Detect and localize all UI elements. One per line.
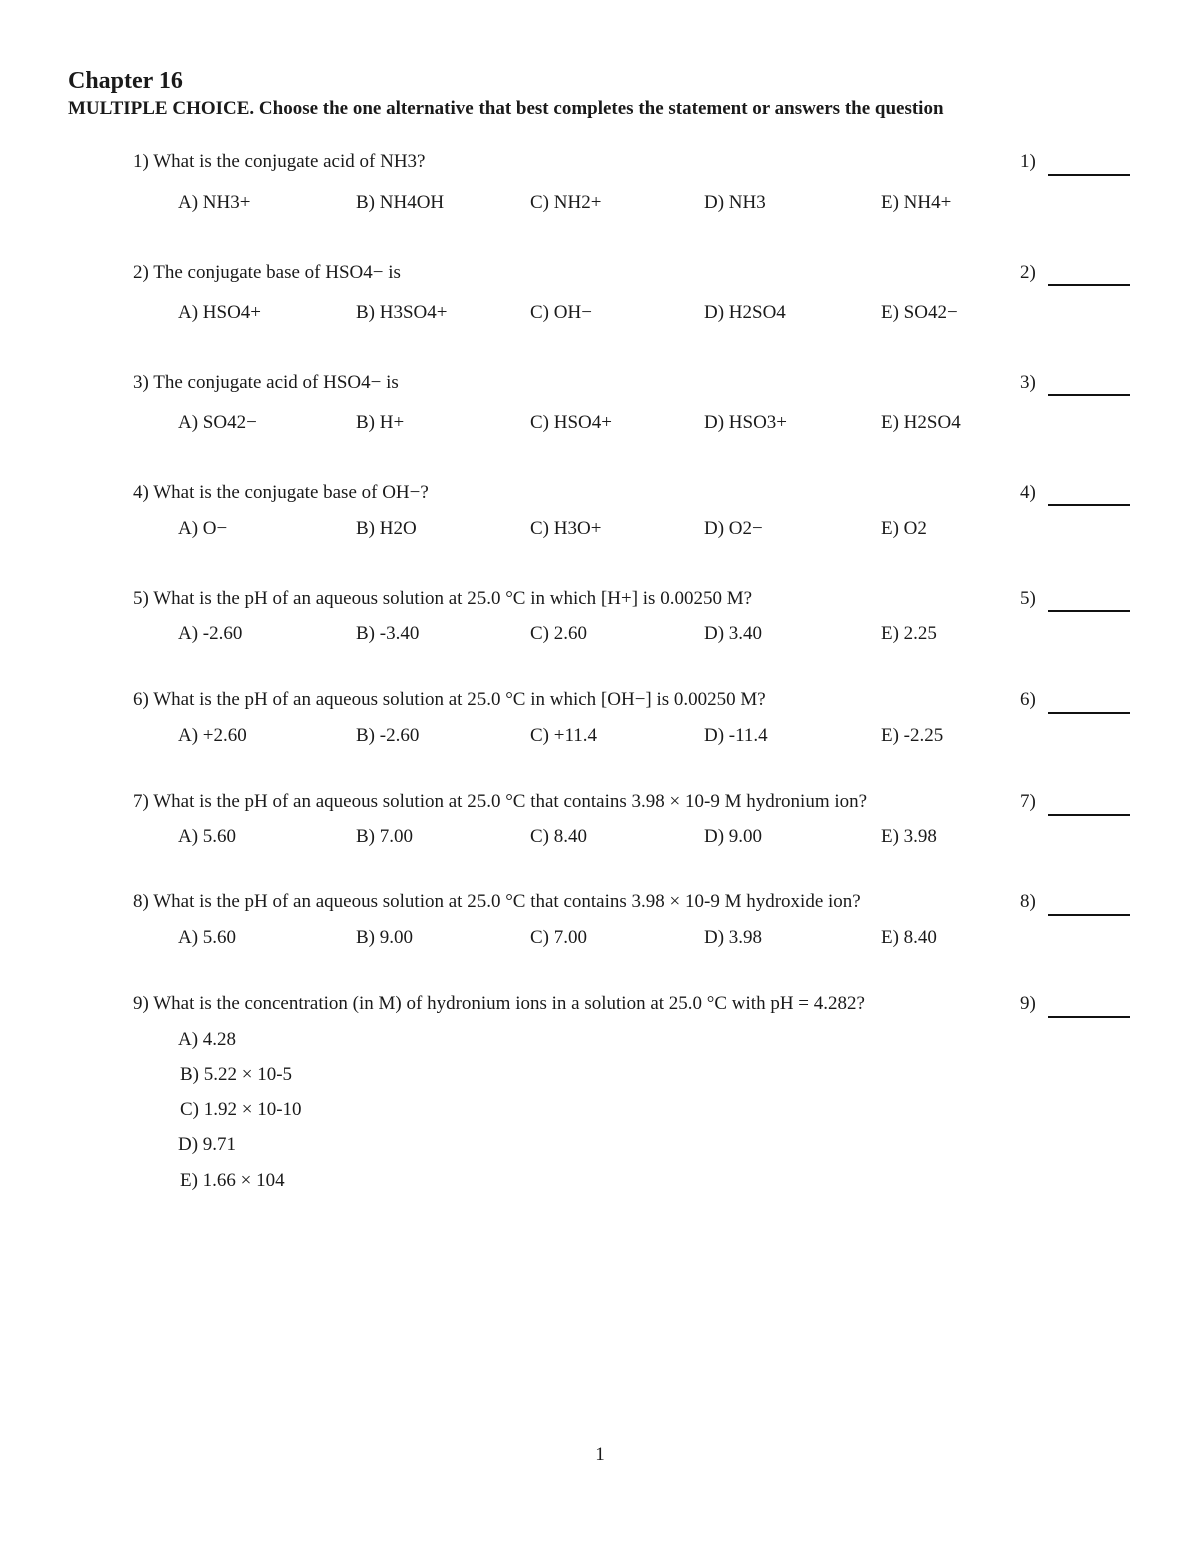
question-5-text: 5) What is the pH of an aqueous solution at 25.0 °C in which [H+] is 0.00250 M? (133, 588, 753, 609)
question-4-text: 4) What is the conjugate base of OH−? (133, 482, 429, 503)
choice-3b: B) H+ (356, 412, 405, 433)
choice-3e: E) H2SO4 (881, 412, 961, 433)
choice-5e: E) 2.25 (881, 623, 937, 644)
choice-6e: E) -2.25 (881, 725, 944, 746)
choice-9a: A) 4.28 (178, 1029, 237, 1050)
choice-4d: D) O2− (704, 518, 763, 539)
answer-blank-2[interactable] (1048, 284, 1130, 286)
answer-blank-4[interactable] (1048, 504, 1130, 506)
choice-6d: D) -11.4 (704, 725, 768, 746)
choice-2d: D) H2SO4 (704, 302, 786, 323)
answer-blank-1[interactable] (1048, 174, 1130, 176)
answer-label-2: 2) (1020, 262, 1036, 283)
chapter-title: Chapter 16 (68, 68, 183, 94)
answer-blank-5[interactable] (1048, 610, 1130, 612)
answer-label-1: 1) (1020, 151, 1036, 172)
choice-1c: C) NH2+ (530, 192, 602, 213)
question-9-text: 9) What is the concentration (in M) of hydronium ions in a solution at 25.0 °C with pH = 4.282? (133, 993, 865, 1014)
answer-label-3: 3) (1020, 372, 1036, 393)
choice-3d: D) HSO3+ (704, 412, 788, 433)
choice-1a: A) NH3+ (178, 192, 251, 213)
answer-label-4: 4) (1020, 482, 1036, 503)
choice-5a: A) -2.60 (178, 623, 243, 644)
question-6-text: 6) What is the pH of an aqueous solution at 25.0 °C in which [OH−] is 0.00250 M? (133, 689, 766, 710)
choice-4a: A) O− (178, 518, 228, 539)
choice-4e: E) O2 (881, 518, 927, 539)
choice-4c: C) H3O+ (530, 518, 602, 539)
answer-blank-6[interactable] (1048, 712, 1130, 714)
answer-label-8: 8) (1020, 891, 1036, 912)
choice-9d: D) 9.71 (178, 1134, 237, 1155)
choice-7c: C) 8.40 (530, 826, 587, 847)
choice-8e: E) 8.40 (881, 927, 937, 948)
choice-7b: B) 7.00 (356, 826, 413, 847)
choice-7d: D) 9.00 (704, 826, 763, 847)
choice-2a: A) HSO4+ (178, 302, 262, 323)
answer-label-7: 7) (1020, 791, 1036, 812)
choice-8d: D) 3.98 (704, 927, 763, 948)
choice-8a: A) 5.60 (178, 927, 237, 948)
choice-6c: C) +11.4 (530, 725, 598, 746)
choice-8b: B) 9.00 (356, 927, 413, 948)
choice-1b: B) NH4OH (356, 192, 445, 213)
question-3-text: 3) The conjugate acid of HSO4− is (133, 372, 399, 393)
choice-9c: C) 1.92 × 10-10 (180, 1099, 302, 1120)
choice-8c: C) 7.00 (530, 927, 587, 948)
answer-blank-8[interactable] (1048, 914, 1130, 916)
choice-3a: A) SO42− (178, 412, 257, 433)
question-2-text: 2) The conjugate base of HSO4− is (133, 262, 401, 283)
choice-2e: E) SO42− (881, 302, 958, 323)
answer-label-5: 5) (1020, 588, 1036, 609)
answer-blank-7[interactable] (1048, 814, 1130, 816)
choice-2c: C) OH− (530, 302, 592, 323)
choice-5d: D) 3.40 (704, 623, 763, 644)
choice-7e: E) 3.98 (881, 826, 937, 847)
choice-5b: B) -3.40 (356, 623, 420, 644)
choice-6a: A) +2.60 (178, 725, 247, 746)
question-8-text: 8) What is the pH of an aqueous solution at 25.0 °C that contains 3.98 × 10-9 M hydroxide ion? (133, 891, 861, 912)
answer-label-9: 9) (1020, 993, 1036, 1014)
choice-1d: D) NH3 (704, 192, 766, 213)
choice-7a: A) 5.60 (178, 826, 237, 847)
question-7-text: 7) What is the pH of an aqueous solution at 25.0 °C that contains 3.98 × 10-9 M hydronium ion? (133, 791, 868, 812)
choice-9e: E) 1.66 × 104 (180, 1170, 285, 1191)
answer-blank-9[interactable] (1048, 1016, 1130, 1018)
question-1-text: 1) What is the conjugate acid of NH3? (133, 151, 426, 172)
choice-2b: B) H3SO4+ (356, 302, 448, 323)
page-number: 1 (595, 1444, 605, 1465)
choice-4b: B) H2O (356, 518, 417, 539)
answer-label-6: 6) (1020, 689, 1036, 710)
choice-5c: C) 2.60 (530, 623, 587, 644)
instructions: MULTIPLE CHOICE. Choose the one alternative that best completes the statement or answers the question (68, 98, 944, 119)
choice-6b: B) -2.60 (356, 725, 420, 746)
answer-blank-3[interactable] (1048, 394, 1130, 396)
choice-1e: E) NH4+ (881, 192, 952, 213)
choice-9b: B) 5.22 × 10-5 (180, 1064, 293, 1085)
choice-3c: C) HSO4+ (530, 412, 612, 433)
